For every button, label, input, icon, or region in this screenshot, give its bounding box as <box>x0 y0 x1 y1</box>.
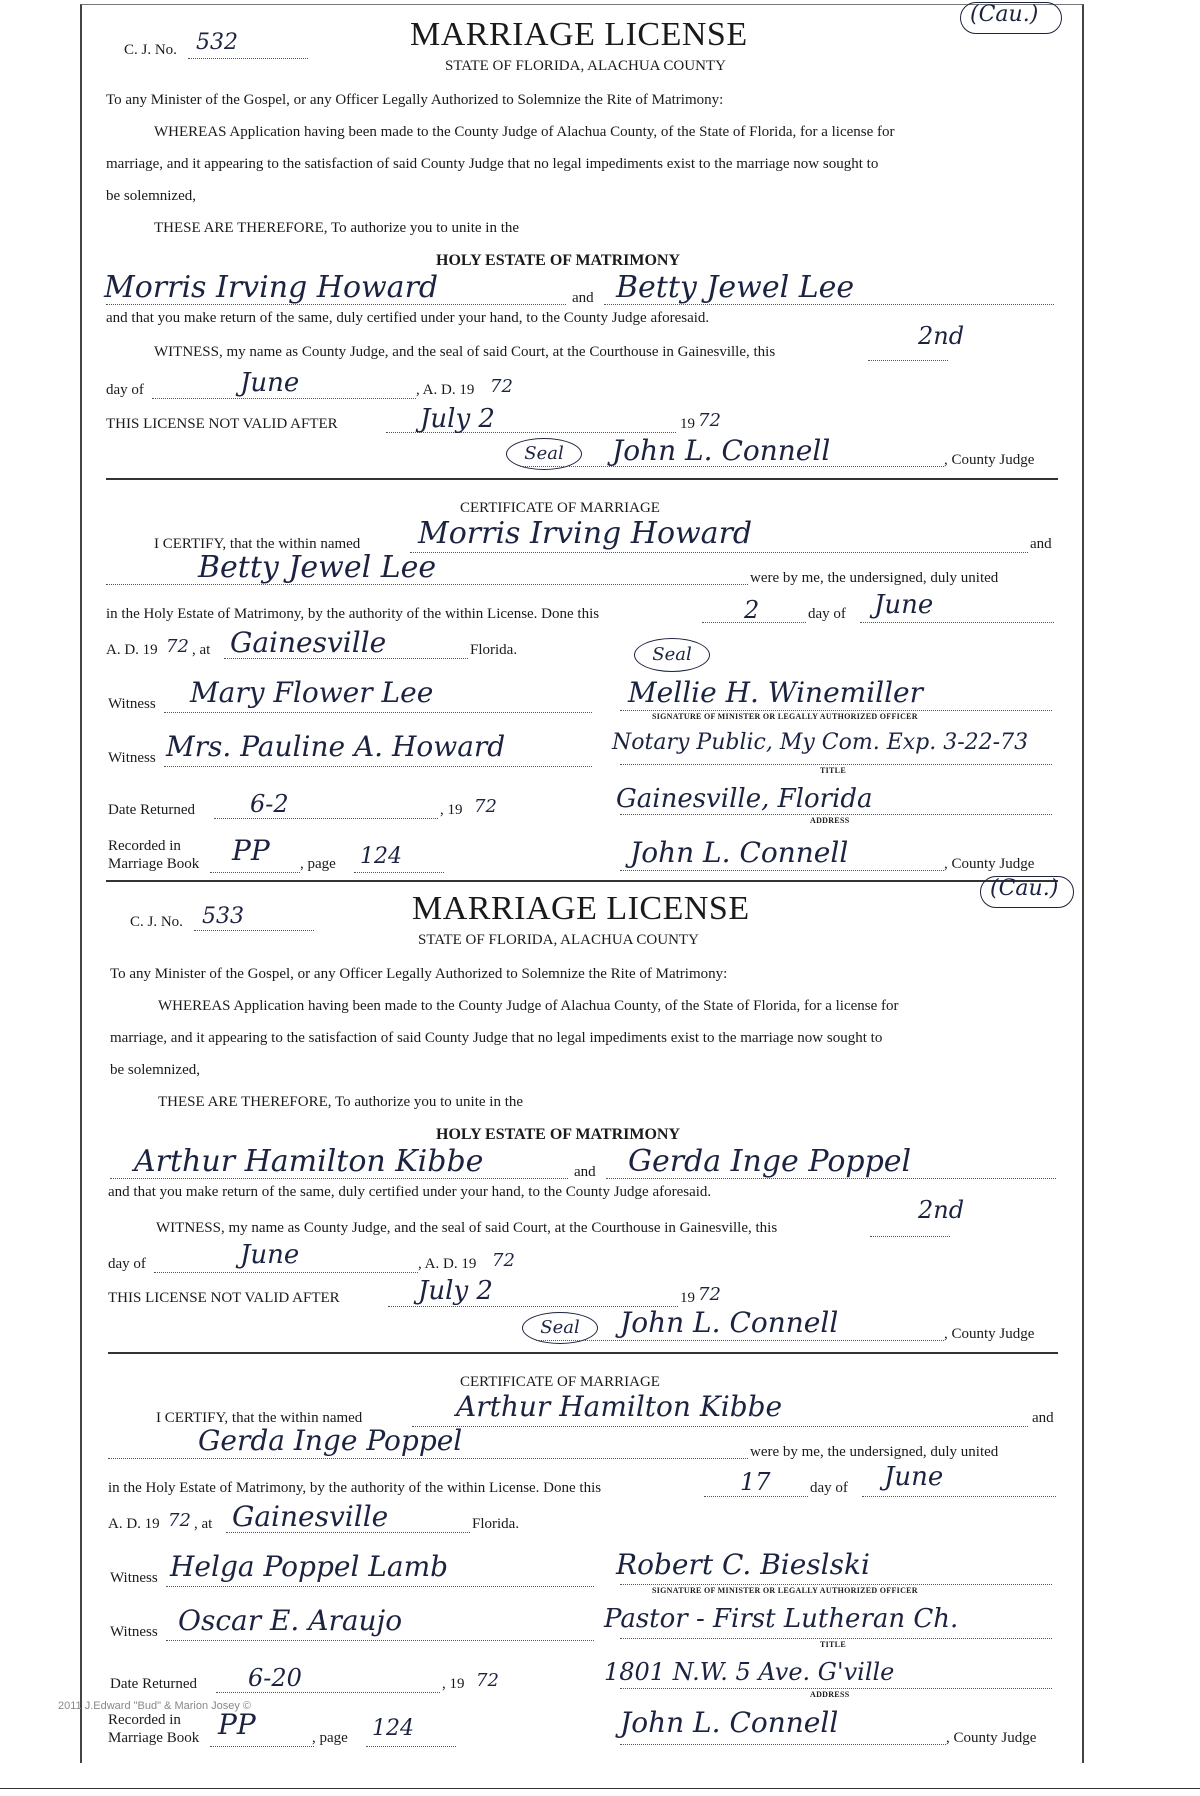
signature-caption: SIGNATURE OF MINISTER OR LEGALLY AUTHORIZED OFFICER <box>652 712 918 721</box>
united-label-2: were by me, the undersigned, duly united <box>750 1444 999 1460</box>
holy-estate-line: in the Holy Estate of Matrimony, by the authority of the within License. Done this <box>106 606 600 622</box>
witness-1-signature: Mary Flower Lee <box>190 676 434 709</box>
witness-line-2: WITNESS, my name as County Judge, and the seal of said Court, at the Courthouse in Gainesville, this <box>156 1220 778 1236</box>
returned-year-prefix-2: , 19 <box>442 1676 465 1692</box>
not-valid-label-2: THIS LICENSE NOT VALID AFTER <box>108 1290 340 1306</box>
cert-year: 72 <box>166 636 189 657</box>
license-title-2: MARRIAGE LICENSE <box>412 890 750 927</box>
minister-signature-line-2 <box>620 1584 1052 1585</box>
witness-1-label-2: Witness <box>110 1570 158 1586</box>
cert-at-label-2: , at <box>194 1516 213 1532</box>
cj-label-2: C. J. No. <box>130 914 183 930</box>
and-label-2: and <box>574 1164 596 1180</box>
return-line-2: and that you make return of the same, duly certified under your hand, to the County Judge aforesaid. <box>108 1184 712 1200</box>
cert-groom-line-2 <box>412 1426 1028 1427</box>
cert-year-2: 72 <box>168 1510 191 1531</box>
minister-address-line-2 <box>620 1688 1052 1689</box>
witness-1-line-2 <box>166 1586 594 1587</box>
cert-and-label-2: and <box>1032 1410 1054 1426</box>
return-line: and that you make return of the same, duly certified under your hand, to the County Judge aforesaid. <box>106 310 710 326</box>
united-label: were by me, the undersigned, duly united <box>750 570 999 586</box>
returned-year-2: 72 <box>476 1670 499 1691</box>
florida-label: Florida. <box>470 642 518 658</box>
witness-1-label: Witness <box>108 696 156 712</box>
judge-signature-2-line <box>620 870 944 871</box>
done-month-2: June <box>884 1462 944 1492</box>
judge-signature-line-2 <box>536 1340 944 1341</box>
page-number-line <box>354 872 444 873</box>
minister-address-line <box>620 814 1052 815</box>
done-day-2: 17 <box>740 1468 771 1496</box>
minister-signature-line <box>620 710 1052 711</box>
witness-2-signature: Mrs. Pauline A. Howard <box>166 730 506 763</box>
done-day-line-2 <box>704 1496 808 1497</box>
cert-ad-label-2: A. D. 19 <box>108 1516 160 1532</box>
cj-number-line-2 <box>194 930 314 931</box>
minister-address: Gainesville, Florida <box>616 784 873 814</box>
license-subtitle-2: STATE OF FLORIDA, ALACHUA COUNTY <box>418 932 699 948</box>
minister-seal: Seal <box>634 638 710 672</box>
minister-title-line <box>620 764 1052 765</box>
judge-seal: Seal <box>506 438 582 470</box>
whereas-line-1: WHEREAS Application having been made to the County Judge of Alachua County, of the State of Florida, for a license for <box>154 124 895 140</box>
date-returned-line <box>214 818 438 819</box>
cj-number-line <box>188 58 308 59</box>
book-line-2 <box>210 1746 314 1747</box>
whereas-line-2-2: marriage, and it appearing to the satisfaction of said County Judge that no legal impediments exist to the marriage now sought to <box>110 1030 883 1046</box>
month-2: June <box>240 1240 300 1270</box>
florida-label-2: Florida. <box>472 1516 520 1532</box>
cj-number-2: 533 <box>202 904 244 929</box>
holy-estate-line-2: in the Holy Estate of Matrimony, by the authority of the within License. Done this <box>108 1480 602 1496</box>
corner-note-2: (Cau.) <box>990 876 1059 901</box>
done-month-line-2 <box>862 1496 1056 1497</box>
county-judge-2-label: , County Judge <box>944 856 1035 872</box>
page-number-2: 124 <box>372 1716 414 1741</box>
judge-seal-2: Seal <box>522 1312 598 1344</box>
title-caption: TITLE <box>820 766 846 775</box>
cert-and-label: and <box>1030 536 1052 552</box>
county-judge-label: , County Judge <box>944 452 1035 468</box>
done-month: June <box>874 590 934 620</box>
minister-signature: Mellie H. Winemiller <box>628 676 924 709</box>
bride-name-2: Gerda Inge Poppel <box>628 1144 912 1179</box>
cj-label: C. J. No. <box>124 42 177 58</box>
year-2: 72 <box>492 1250 515 1271</box>
bride-name: Betty Jewel Lee <box>616 270 855 305</box>
certificate-title-2: CERTIFICATE OF MARRIAGE <box>460 1374 660 1390</box>
license-divider-2 <box>108 1352 1058 1354</box>
witness-2-label-2: Witness <box>110 1624 158 1640</box>
witness-day-line <box>868 360 948 361</box>
witness-2-signature-2: Oscar E. Araujo <box>178 1604 403 1637</box>
witness-1-signature-2: Helga Poppel Lamb <box>170 1550 449 1583</box>
marriage-book-label: Marriage Book <box>108 856 200 872</box>
returned-year: 72 <box>474 796 497 817</box>
judge-signature: John L. Connell <box>612 434 831 467</box>
minister-address-2: 1801 N.W. 5 Ave. G'ville <box>604 1658 895 1686</box>
cert-groom-line <box>410 552 1028 553</box>
day-of-label: day of <box>106 382 144 398</box>
page-number-line-2 <box>366 1746 456 1747</box>
therefore-line: THESE ARE THEREFORE, To authorize you to unite in the <box>154 220 520 236</box>
whereas-line-3-2: be solemnized, <box>110 1062 200 1078</box>
cert-groom-2: Arthur Hamilton Kibbe <box>456 1390 783 1423</box>
day-of-label-2: day of <box>108 1256 146 1272</box>
book-2: PP <box>218 1708 256 1741</box>
not-valid-label: THIS LICENSE NOT VALID AFTER <box>106 416 338 432</box>
groom-name-2: Arthur Hamilton Kibbe <box>134 1144 484 1179</box>
returned-year-prefix: , 19 <box>440 802 463 818</box>
address-line-2: To any Minister of the Gospel, or any Officer Legally Authorized to Solemnize the Rite of Matrimony: <box>110 966 728 982</box>
minister-title-line-2 <box>620 1638 1052 1639</box>
address-caption: ADDRESS <box>810 816 850 825</box>
date-returned: 6-2 <box>250 790 289 818</box>
cert-place-2: Gainesville <box>232 1500 389 1533</box>
certify-label-2: I CERTIFY, that the within named <box>156 1410 363 1426</box>
done-day-of-label-2: day of <box>810 1480 848 1496</box>
witness-1-line <box>164 712 592 713</box>
cert-bride: Betty Jewel Lee <box>198 550 437 585</box>
minister-title-2: Pastor - First Lutheran Ch. <box>604 1604 959 1634</box>
corner-note: (Cau.) <box>970 2 1039 27</box>
whereas-line-2: marriage, and it appearing to the satisfaction of said County Judge that no legal impediments exist to the marriage now sought to <box>106 156 879 172</box>
not-valid-date: July 2 <box>420 404 495 434</box>
not-valid-year-prefix-2: 19 <box>680 1290 695 1306</box>
certify-label: I CERTIFY, that the within named <box>154 536 361 552</box>
judge-signature-4: John L. Connell <box>620 1706 839 1739</box>
title-caption-2: TITLE <box>820 1640 846 1649</box>
ad-label-2: , A. D. 19 <box>418 1256 477 1272</box>
not-valid-year-prefix: 19 <box>680 416 695 432</box>
witness-line: WITNESS, my name as County Judge, and the seal of said Court, at the Courthouse in Gainesville, this <box>154 344 776 360</box>
witness-2-label: Witness <box>108 750 156 766</box>
witness-2-line-2 <box>166 1640 594 1641</box>
judge-signature-2: John L. Connell <box>630 836 849 869</box>
done-day-of-label: day of <box>808 606 846 622</box>
witness-day: 2nd <box>918 322 965 350</box>
page-bottom-edge <box>0 1788 1200 1789</box>
done-day: 2 <box>744 596 760 624</box>
date-returned-label: Date Returned <box>108 802 196 818</box>
witness-day-2: 2nd <box>918 1196 965 1224</box>
done-month-line <box>860 622 1054 623</box>
record-divider <box>106 880 1058 882</box>
cert-groom: Morris Irving Howard <box>418 516 753 551</box>
license-subtitle: STATE OF FLORIDA, ALACHUA COUNTY <box>445 58 726 74</box>
month-line <box>152 398 416 399</box>
month: June <box>240 368 300 398</box>
county-judge-label-2: , County Judge <box>944 1326 1035 1342</box>
cert-bride-2: Gerda Inge Poppel <box>198 1424 463 1457</box>
and-label: and <box>572 290 594 306</box>
not-valid-date-2: July 2 <box>418 1276 493 1306</box>
whereas-line-3: be solemnized, <box>106 188 196 204</box>
ad-label: , A. D. 19 <box>416 382 475 398</box>
cert-place: Gainesville <box>230 626 387 659</box>
address-caption-2: ADDRESS <box>810 1690 850 1699</box>
holy-estate-heading-2: HOLY ESTATE OF MATRIMONY <box>436 1126 681 1143</box>
marriage-book-label-2: Marriage Book <box>108 1730 200 1746</box>
date-returned-2: 6-20 <box>248 1664 302 1692</box>
not-valid-year: 72 <box>698 410 721 431</box>
book: PP <box>232 834 270 867</box>
license-divider <box>106 478 1058 480</box>
minister-title: Notary Public, My Com. Exp. 3-22-73 <box>612 730 1029 755</box>
judge-signature-3: John L. Connell <box>620 1306 839 1339</box>
cert-bride-line-2 <box>108 1458 748 1459</box>
page-number: 124 <box>360 844 402 869</box>
date-returned-line-2 <box>216 1692 440 1693</box>
judge-signature-4-line <box>620 1744 946 1745</box>
recorded-in-label-2: Recorded in <box>108 1712 181 1728</box>
whereas-line-1-2: WHEREAS Application having been made to the County Judge of Alachua County, of the State of Florida, for a license for <box>158 998 899 1014</box>
license-title: MARRIAGE LICENSE <box>410 16 748 53</box>
county-judge-2-label-2: , County Judge <box>946 1730 1037 1746</box>
date-returned-label-2: Date Returned <box>110 1676 198 1692</box>
minister-signature-2: Robert C. Bieslski <box>616 1548 870 1581</box>
book-line <box>210 872 300 873</box>
cert-at-label: , at <box>192 642 211 658</box>
copyright-watermark: 2011 J.Edward "Bud" & Marion Josey © <box>58 1700 252 1712</box>
cj-number: 532 <box>196 30 238 55</box>
groom-name: Morris Irving Howard <box>104 270 439 305</box>
not-valid-year-2: 72 <box>698 1284 721 1305</box>
certificate-title: CERTIFICATE OF MARRIAGE <box>460 500 660 516</box>
cert-ad-label: A. D. 19 <box>106 642 158 658</box>
holy-estate-heading: HOLY ESTATE OF MATRIMONY <box>436 252 681 269</box>
page-label: , page <box>300 856 336 872</box>
recorded-in-label: Recorded in <box>108 838 181 854</box>
witness-2-line <box>164 766 592 767</box>
year: 72 <box>490 376 513 397</box>
therefore-line-2: THESE ARE THEREFORE, To authorize you to unite in the <box>158 1094 524 1110</box>
month-line-2 <box>154 1272 418 1273</box>
address-line: To any Minister of the Gospel, or any Officer Legally Authorized to Solemnize the Rite of Matrimony: <box>106 92 724 108</box>
page-label-2: , page <box>312 1730 348 1746</box>
witness-day-line-2 <box>870 1236 950 1237</box>
signature-caption-2: SIGNATURE OF MINISTER OR LEGALLY AUTHORIZED OFFICER <box>652 1586 918 1595</box>
